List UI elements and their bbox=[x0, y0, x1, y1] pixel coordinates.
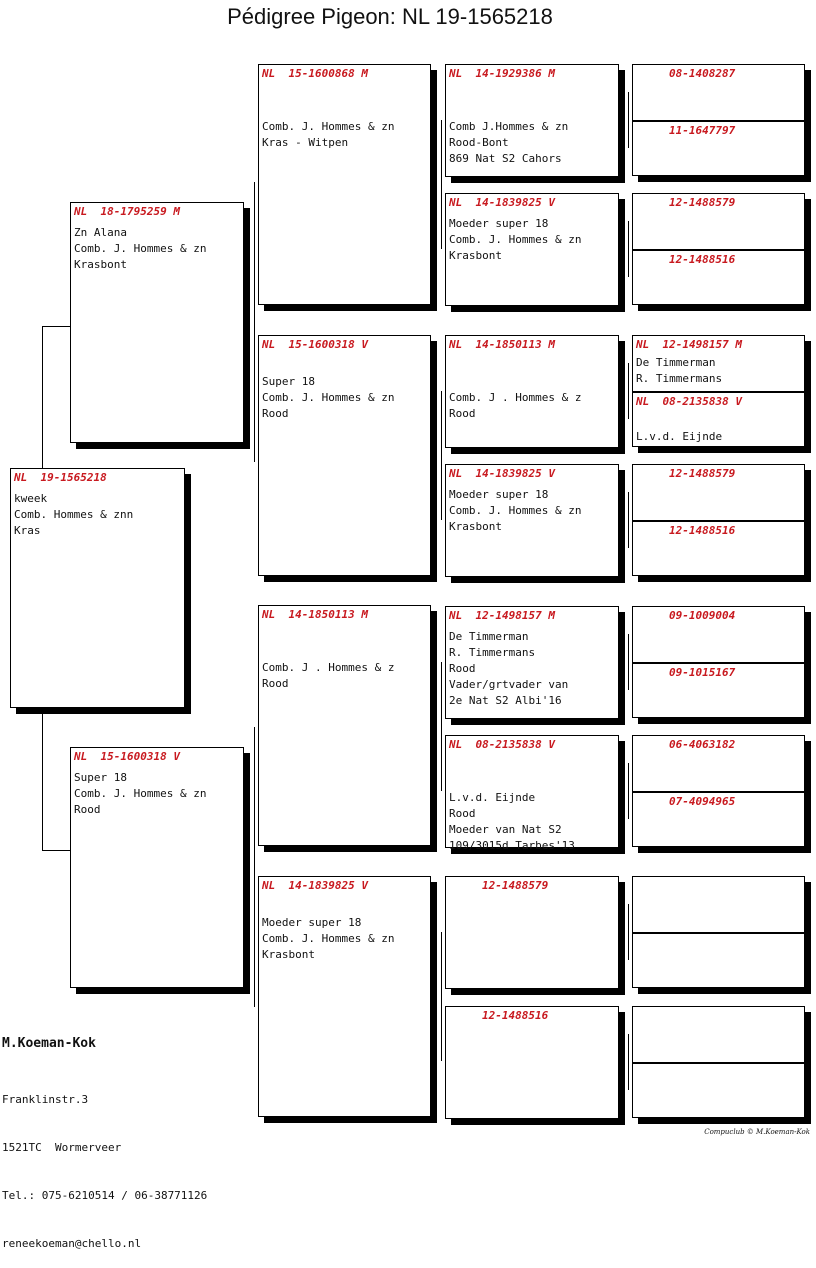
info-line: Super 18 bbox=[74, 771, 127, 784]
gen4-box bbox=[632, 193, 805, 305]
info-line: Krasbont bbox=[262, 948, 315, 961]
owner-address bbox=[2, 1060, 207, 1268]
owner-phone: Tel.: 075-6210514 / 06-38771126 bbox=[2, 1189, 208, 1202]
gen4-bottom bbox=[633, 662, 804, 719]
ring-number: 07-4094965 bbox=[669, 795, 736, 808]
info-line: Kras - Witpen bbox=[262, 136, 349, 149]
great-grandparent-box bbox=[445, 335, 619, 448]
ring-number: NL 14-1929386 M bbox=[449, 67, 555, 80]
pigeon-info bbox=[636, 355, 722, 387]
tree-connector bbox=[628, 634, 629, 690]
pigeon-info bbox=[262, 644, 394, 692]
father-box bbox=[70, 202, 244, 443]
subject-box bbox=[10, 468, 185, 708]
ring-number: 12-1488516 bbox=[669, 253, 736, 266]
info-line: Rood bbox=[449, 807, 476, 820]
gen4-box bbox=[632, 735, 805, 847]
info-line: R. Timmermans bbox=[449, 646, 536, 659]
info-line: Comb. J . Hommes & z bbox=[262, 661, 395, 674]
info-line: Rood-Bont bbox=[449, 136, 509, 149]
info-line: Moeder super 18 bbox=[449, 488, 549, 501]
pigeon-info bbox=[74, 770, 206, 818]
info-line: Moeder van Nat S2 bbox=[449, 823, 562, 836]
tree-connector bbox=[628, 763, 629, 819]
ring-number: 12-1488579 bbox=[669, 196, 736, 209]
tree-connector bbox=[441, 662, 442, 791]
gen4-top bbox=[633, 1007, 804, 1063]
owner-street: Franklinstr.3 bbox=[2, 1093, 89, 1106]
gen4-top bbox=[633, 877, 804, 933]
tree-connector bbox=[628, 221, 629, 277]
info-line: Comb. J. Hommes & zn bbox=[262, 391, 395, 404]
ring-number: NL 14-1839825 V bbox=[262, 879, 368, 892]
grandparent-box bbox=[258, 64, 431, 305]
gen4-bottom bbox=[633, 249, 804, 306]
tree-connector bbox=[254, 182, 255, 462]
ring-number: NL 12-1498157 M bbox=[449, 609, 555, 622]
credit-line: Compuclub © M.Koeman-Kok bbox=[704, 1128, 810, 1136]
gen4-bottom bbox=[633, 391, 804, 448]
info-line: Rood bbox=[449, 407, 476, 420]
great-grandparent-box bbox=[445, 1006, 619, 1119]
ring-number: 12-1488516 bbox=[482, 1009, 549, 1022]
info-line: 2e Nat S2 Albi'16 bbox=[449, 694, 562, 707]
info-line: Rood bbox=[74, 803, 101, 816]
ring-number: 12-1488516 bbox=[669, 524, 736, 537]
ring-number: NL 14-1839825 V bbox=[449, 467, 555, 480]
info-line: Krasbont bbox=[449, 249, 502, 262]
ring-number: NL 19-1565218 bbox=[14, 471, 107, 484]
info-line: Comb. J. Hommes & zn bbox=[74, 787, 207, 800]
ring-number: 09-1015167 bbox=[669, 666, 736, 679]
grandparent-box bbox=[258, 335, 431, 576]
pigeon-info bbox=[449, 374, 581, 422]
gen4-top bbox=[633, 465, 804, 521]
pigeon-info bbox=[449, 629, 568, 709]
info-line: L.v.d. Eijnde bbox=[636, 430, 723, 443]
tree-connector bbox=[628, 904, 629, 960]
gen4-box bbox=[632, 464, 805, 576]
ring-number: 12-1488579 bbox=[482, 879, 549, 892]
gen4-box bbox=[632, 64, 805, 176]
pigeon-info bbox=[636, 413, 722, 445]
info-line: L.v.d. Eijnde bbox=[449, 791, 536, 804]
great-grandparent-box bbox=[445, 64, 619, 177]
gen4-box bbox=[632, 606, 805, 718]
info-line: Comb. J. Hommes & zn bbox=[262, 120, 395, 133]
gen4-top bbox=[633, 607, 804, 663]
ring-number: 09-1009004 bbox=[669, 609, 736, 622]
ring-number: NL 15-1600318 V bbox=[262, 338, 368, 351]
info-line: 109/3015d Tarbes'13 bbox=[449, 839, 575, 852]
info-line bbox=[262, 644, 394, 660]
info-line: Rood bbox=[449, 662, 476, 675]
gen4-bottom bbox=[633, 520, 804, 577]
ring-number: NL 18-1795259 M bbox=[74, 205, 180, 218]
info-line: Zn Alana bbox=[74, 226, 127, 239]
gen4-bottom bbox=[633, 932, 804, 989]
info-line: Vader/grtvader van bbox=[449, 678, 569, 691]
owner-email: reneekoeman@chello.nl bbox=[2, 1237, 142, 1250]
info-line: R. Timmermans bbox=[636, 372, 723, 385]
tree-connector bbox=[628, 92, 629, 148]
info-line: Comb. J . Hommes & z bbox=[449, 391, 582, 404]
pigeon-info bbox=[449, 487, 581, 535]
info-line: kweek bbox=[14, 492, 48, 505]
owner-name: M.Koeman-Kok bbox=[2, 1036, 96, 1051]
ring-number: NL 14-1850113 M bbox=[449, 338, 555, 351]
gen4-bottom bbox=[633, 791, 804, 848]
great-grandparent-box bbox=[445, 876, 619, 989]
pigeon-info bbox=[449, 774, 575, 854]
info-line: Comb. J. Hommes & zn bbox=[262, 932, 395, 945]
info-line bbox=[449, 374, 581, 390]
info-line: Moeder super 18 bbox=[262, 916, 362, 929]
ring-number: NL 12-1498157 M bbox=[636, 338, 742, 351]
tree-connector bbox=[42, 326, 43, 468]
ring-number: 11-1647797 bbox=[669, 124, 736, 137]
info-line: 869 Nat S2 Cahors bbox=[449, 152, 562, 165]
info-line: Comb. J. Hommes & zn bbox=[74, 242, 207, 255]
tree-connector bbox=[42, 850, 70, 851]
info-line: Krasbont bbox=[74, 258, 127, 271]
gen4-top bbox=[633, 736, 804, 792]
grandparent-box bbox=[258, 605, 431, 846]
info-line bbox=[449, 103, 568, 119]
gen4-bottom bbox=[633, 120, 804, 177]
info-line: Comb. J. Hommes & zn bbox=[449, 233, 582, 246]
tree-connector bbox=[628, 1034, 629, 1090]
tree-connector bbox=[441, 932, 442, 1061]
ring-number: NL 14-1850113 M bbox=[262, 608, 368, 621]
info-line: Super 18 bbox=[262, 375, 315, 388]
gen4-top bbox=[633, 65, 804, 121]
great-grandparent-box bbox=[445, 193, 619, 306]
info-line: Comb. Hommes & znn bbox=[14, 508, 134, 521]
pigeon-info bbox=[449, 216, 581, 264]
ring-number: NL 15-1600318 V bbox=[74, 750, 180, 763]
info-line: Kras bbox=[14, 524, 41, 537]
info-line bbox=[262, 103, 394, 119]
pigeon-info bbox=[14, 491, 133, 539]
gen4-box bbox=[632, 335, 805, 447]
gen4-top bbox=[633, 336, 804, 392]
ring-number: 08-1408287 bbox=[669, 67, 736, 80]
ring-number: NL 15-1600868 M bbox=[262, 67, 368, 80]
info-line: De Timmerman bbox=[449, 630, 529, 643]
info-line bbox=[636, 413, 722, 429]
info-line bbox=[449, 774, 575, 790]
pigeon-info bbox=[262, 103, 394, 151]
ring-number: 06-4063182 bbox=[669, 738, 736, 751]
info-line: Rood bbox=[262, 407, 289, 420]
tree-connector bbox=[628, 492, 629, 548]
ring-number: NL 14-1839825 V bbox=[449, 196, 555, 209]
tree-connector bbox=[628, 363, 629, 419]
pigeon-info bbox=[449, 103, 568, 167]
tree-connector bbox=[441, 120, 442, 249]
gen4-box bbox=[632, 1006, 805, 1118]
pigeon-info bbox=[74, 225, 206, 273]
info-line: Comb J.Hommes & zn bbox=[449, 120, 569, 133]
tree-connector bbox=[441, 391, 442, 520]
gen4-bottom bbox=[633, 1062, 804, 1119]
tree-connector bbox=[42, 708, 43, 850]
owner-city: 1521TC Wormerveer bbox=[2, 1141, 122, 1154]
ring-number: 12-1488579 bbox=[669, 467, 736, 480]
great-grandparent-box bbox=[445, 606, 619, 719]
info-line: De Timmerman bbox=[636, 356, 716, 369]
pigeon-info bbox=[262, 374, 394, 422]
great-grandparent-box bbox=[445, 464, 619, 577]
ring-number: NL 08-2135838 V bbox=[449, 738, 555, 751]
info-line: Rood bbox=[262, 677, 289, 690]
tree-connector bbox=[42, 326, 70, 327]
info-line: Krasbont bbox=[449, 520, 502, 533]
pigeon-info bbox=[262, 915, 394, 963]
info-line: Moeder super 18 bbox=[449, 217, 549, 230]
tree-connector bbox=[254, 727, 255, 1007]
great-grandparent-box bbox=[445, 735, 619, 852]
info-line: Comb. J. Hommes & zn bbox=[449, 504, 582, 517]
grandparent-box bbox=[258, 876, 431, 1117]
gen4-box bbox=[632, 876, 805, 988]
page-title: Pédigree Pigeon: NL 19-1565218 bbox=[227, 4, 553, 29]
mother-box bbox=[70, 747, 244, 988]
ring-number: NL 08-2135838 V bbox=[636, 395, 742, 408]
gen4-top bbox=[633, 194, 804, 250]
